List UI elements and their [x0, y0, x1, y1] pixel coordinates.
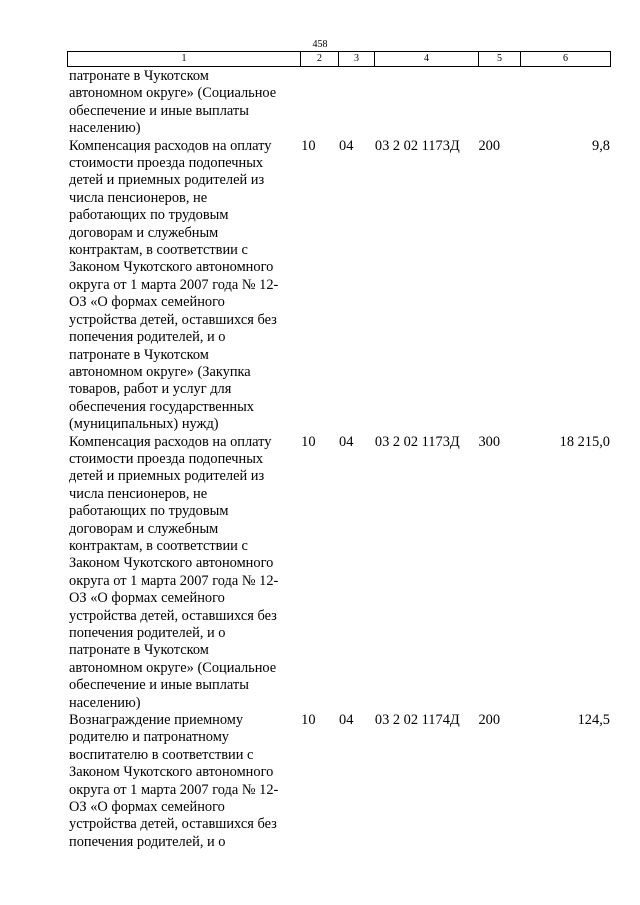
description-line: родителю и патронатному	[69, 729, 230, 746]
section-code: 10	[301, 712, 316, 729]
description-line: устройства детей, оставшихся без	[69, 607, 277, 624]
description-line: Законом Чукотского автономного	[69, 764, 274, 781]
description-line: автономном округе» (Социальное	[69, 85, 277, 102]
description-line: попечения родителей, и о	[69, 625, 226, 641]
description-line: устройства детей, оставшихся без	[69, 311, 277, 328]
row-description	[67, 712, 301, 851]
section-code: 10	[301, 433, 316, 450]
description-line: Вознаграждение приемному	[69, 712, 244, 729]
description-line: ОЗ «О формах семейного	[69, 799, 225, 816]
description-line: Компенсация расходов на оплату	[69, 137, 272, 154]
expense-type-code: 300	[478, 433, 501, 450]
description-line: договорам и служебным	[69, 520, 219, 537]
description-line: округа от 1 марта 2007 года № 12-	[69, 572, 279, 589]
column-header-1: 1	[68, 52, 301, 67]
description-line: обеспечение и иные выплаты	[69, 102, 249, 119]
row-description	[67, 68, 301, 138]
description-line: округа от 1 марта 2007 года № 12-	[69, 781, 279, 798]
description-line: Законом Чукотского автономного	[69, 259, 274, 276]
description-line: числа пенсионеров, не	[69, 485, 208, 502]
row-description	[67, 434, 301, 713]
table-row	[67, 434, 610, 713]
description-line: детей и приемных родителей из	[69, 468, 265, 485]
description-line: устройства детей, оставшихся без	[69, 816, 277, 833]
column-header-5: 5	[479, 52, 521, 67]
description-line: контрактам, в соответствии с	[69, 242, 248, 259]
description-line: округа от 1 марта 2007 года № 12-	[69, 276, 279, 293]
expense-type-code: 200	[478, 137, 501, 154]
table-row	[67, 712, 610, 851]
target-article-code: 03 2 02 1173Д	[374, 433, 460, 450]
budget-rows	[67, 68, 610, 851]
description-line: ОЗ «О формах семейного	[69, 294, 225, 311]
target-article-code: 03 2 02 1173Д	[374, 137, 460, 154]
description-line: контрактам, в соответствии с	[69, 537, 248, 554]
subsection-code: 04	[339, 433, 354, 450]
column-header-3: 3	[339, 52, 375, 67]
description-line: стоимости проезда подопечных	[69, 155, 264, 172]
description-line: автономном округе» (Закупка	[69, 363, 251, 380]
column-header-6: 6	[521, 52, 611, 67]
row-description	[67, 138, 301, 434]
description-line: населению)	[69, 694, 141, 711]
expense-type-code: 200	[478, 712, 501, 729]
description-line: обеспечение и иные выплаты	[69, 677, 249, 694]
description-line: числа пенсионеров, не	[69, 189, 208, 206]
column-header-row	[68, 52, 611, 67]
description-line: автономном округе» (Социальное	[69, 659, 277, 676]
section-code: 10	[301, 137, 316, 154]
description-line: детей и приемных родителей из	[69, 172, 265, 189]
description-line: товаров, работ и услуг для	[69, 381, 232, 398]
column-header-table	[67, 51, 611, 67]
description-line: стоимости проезда подопечных	[69, 450, 264, 467]
description-line: попечения родителей, и о	[69, 833, 226, 850]
table-row	[67, 138, 610, 434]
description-line: договорам и служебным	[69, 224, 219, 241]
description-line: работающих по трудовым	[69, 207, 229, 224]
target-article-code: 03 2 02 1174Д	[374, 712, 460, 729]
description-line: (муниципальных) нужд)	[69, 416, 219, 433]
description-line: обеспечения государственных	[69, 398, 254, 415]
description-line: попечения родителей, и о	[69, 329, 226, 346]
column-header-2: 2	[301, 52, 339, 67]
description-line: патронате в Чукотском	[69, 642, 209, 659]
subsection-code: 04	[339, 137, 354, 154]
column-header-4: 4	[375, 52, 479, 67]
description-line: ОЗ «О формах семейного	[69, 590, 225, 607]
description-line: воспитателю в соответствии с	[69, 746, 254, 763]
table-row	[67, 68, 610, 138]
description-line: Законом Чукотского автономного	[69, 555, 274, 572]
description-line: населению)	[69, 120, 141, 137]
amount-value: 18 215,0	[559, 433, 610, 450]
amount-value: 9,8	[592, 137, 610, 154]
description-line: патронате в Чукотском	[69, 68, 209, 84]
description-line: Компенсация расходов на оплату	[69, 433, 272, 450]
description-line: работающих по трудовым	[69, 503, 229, 520]
description-line: патронате в Чукотском	[69, 346, 209, 363]
amount-value: 124,5	[577, 712, 610, 729]
subsection-code: 04	[339, 712, 354, 729]
page-number: 458	[312, 39, 328, 50]
